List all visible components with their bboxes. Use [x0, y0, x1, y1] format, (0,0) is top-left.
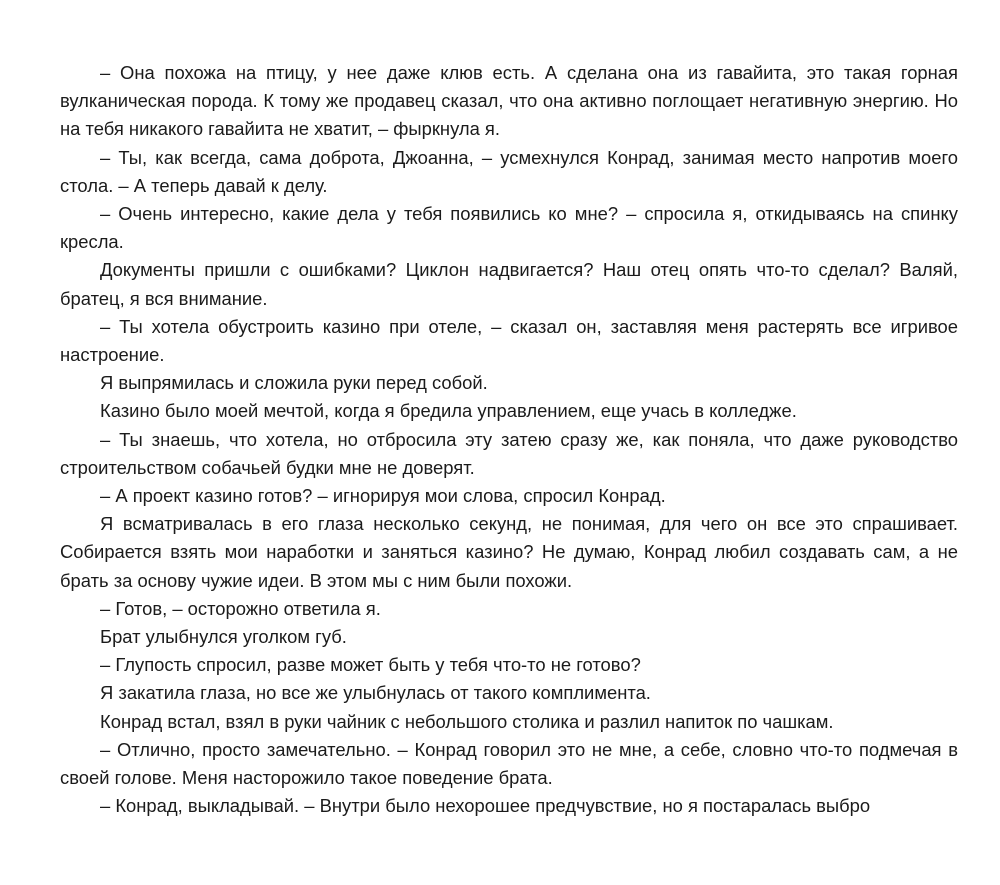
paragraph: Я закатила глаза, но все же улыбнулась от такого комплимента. — [100, 682, 651, 704]
paragraph: – Глупость спросил, разве может быть у тебя что-то не готово? — [100, 654, 641, 676]
paragraph: – Ты знаешь, что хотела, но отбросила эту затею сразу же, как поняла, что даже руководство строительством собачьей будки мне не доверят. — [60, 428, 958, 478]
paragraph: Я всматривалась в его глаза несколько секунд, не понимая, для чего он все это спрашивает. Собирается взять мои наработки и заняться казино? Не думаю, Конрад любил создавать сам, а не брать за основу чужие идеи. В этом мы с ним были похожи. — [60, 513, 958, 591]
paragraph: – Очень интересно, какие дела у тебя появились ко мне? – спросила я, откидываясь на спинку кресла. — [60, 203, 958, 253]
paragraph: – Ты, как всегда, сама доброта, Джоанна, – усмехнулся Конрад, занимая место напротив моего стола. – А теперь давай к делу. — [60, 146, 958, 196]
paragraph: – Отлично, просто замечательно. – Конрад говорил это не мне, а себе, словно что-то подмечая в своей голове. Меня насторожило такое поведение брата. — [60, 738, 958, 789]
paragraph: Брат улыбнулся уголком губ. — [100, 626, 347, 648]
paragraph: Казино было моей мечтой, когда я бредила управлением, еще учась в колледже. — [100, 400, 797, 422]
paragraph: – Готов, – осторожно ответила я. — [100, 597, 381, 619]
paragraph: – Конрад, выкладывай. – Внутри было нехорошее предчувствие, но я постаралась выбро — [100, 795, 871, 817]
document-page — [60, 59, 958, 820]
paragraph: Я выпрямилась и сложила руки перед собой. — [100, 372, 488, 394]
paragraph: – Ты хотела обустроить казино при отеле, – сказал он, заставляя меня растерять все игривое настроение. — [60, 315, 958, 366]
paragraph: – Она похожа на птицу, у нее даже клюв есть. А сделана она из гавайита, это такая горная вулканическая порода. К тому же продавец сказал, что она активно поглощает негативную энергию. Но на тебя никакого гавайита не хватит, – фыркнула я. — [60, 62, 958, 140]
paragraph: Конрад встал, взял в руки чайник с небольшого столика и разлил напиток по чашкам. — [100, 710, 834, 732]
paragraph: Документы пришли с ошибками? Циклон надвигается? Наш отец опять что-то сделал? Валяй, братец, я вся внимание. — [60, 259, 958, 309]
paragraph: – А проект казино готов? – игнорируя мои слова, спросил Конрад. — [100, 485, 666, 507]
